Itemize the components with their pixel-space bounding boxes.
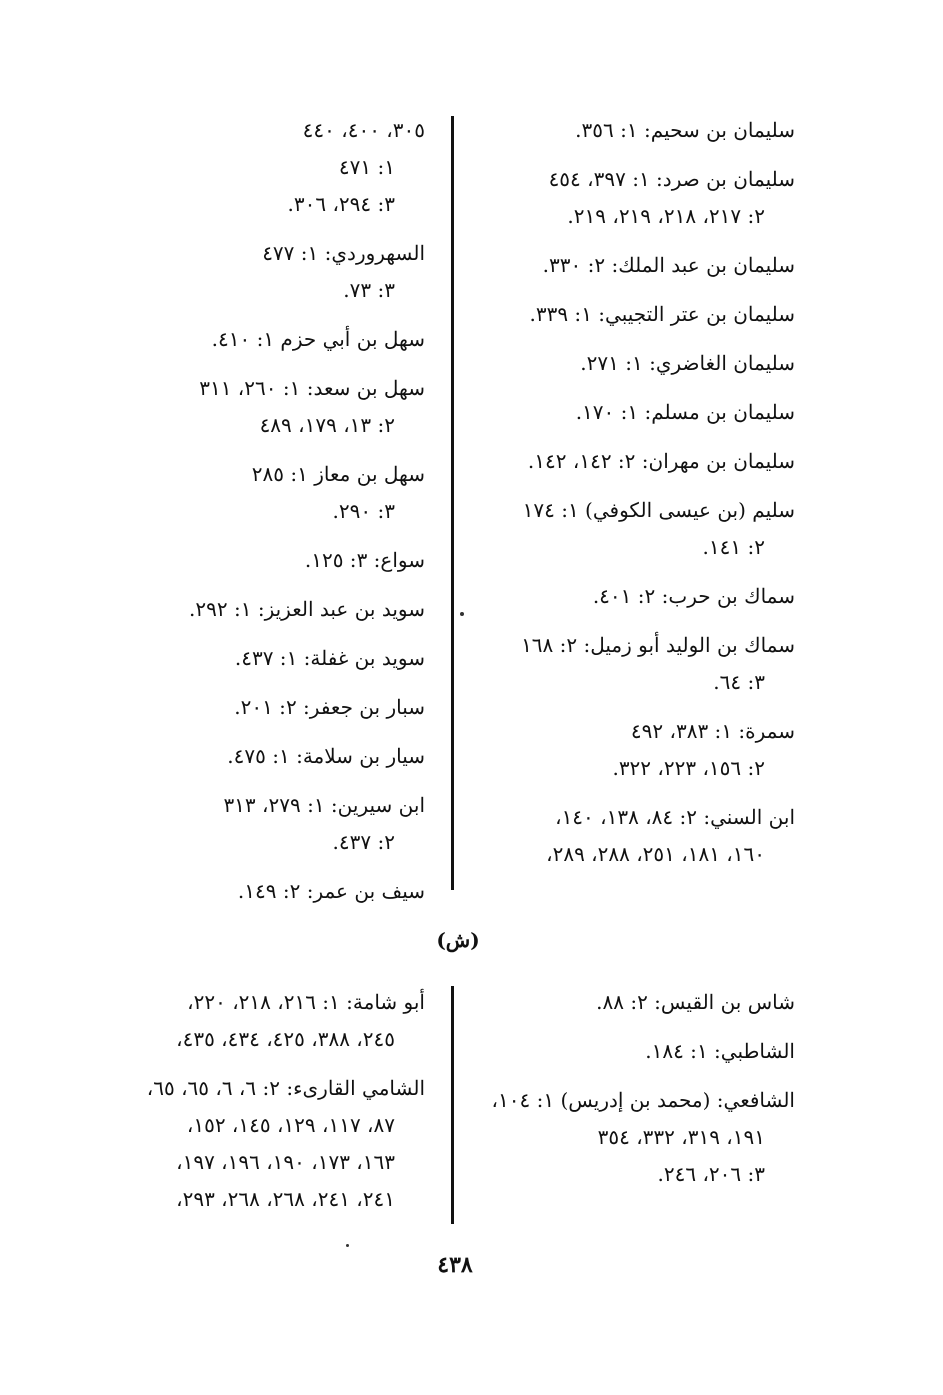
index-entry xyxy=(455,247,795,284)
index-entry xyxy=(80,321,425,358)
index-entry xyxy=(455,296,795,333)
index-entry xyxy=(80,984,425,1058)
entry-heading-line: سليمان بن مهران: ٢: ١٤٢، ١٤٢. xyxy=(527,449,795,473)
entry-continuation-line: ١٦٣، ١٧٣، ١٩٠، ١٩٦، ١٩٧، xyxy=(176,1150,395,1174)
index-entry xyxy=(80,689,425,726)
index-entry xyxy=(455,345,795,382)
index-entry xyxy=(455,443,795,480)
entry-continuation-line: ٢: ١٥٦، ٢٢٣، ٣٢٢. xyxy=(612,756,765,780)
entry-continuation-line: ٣: ٢٩٤، ٣٠٦. xyxy=(287,192,395,216)
index-entry xyxy=(455,578,795,615)
entry-heading-line: سماك بن الوليد أبو زميل: ٢: ١٦٨ xyxy=(521,633,795,657)
entry-heading-line: سويد بن عبد العزيز: ١: ٢٩٢. xyxy=(189,597,425,621)
column-divider-bottom xyxy=(451,986,454,1224)
index-entry xyxy=(455,492,795,566)
entry-heading-line: سليمان بن عبد الملك: ٢: ٣٣٠. xyxy=(542,253,795,277)
entry-heading-line: الشامي القارىء: ٢: ٦، ٦، ٦٥، ٦٥، xyxy=(146,1076,425,1100)
entry-continuation-line: ١٩١، ٣١٩، ٣٣٢، ٣٥٤ xyxy=(597,1125,765,1149)
entry-heading-line: سبار بن جعفر: ٢: ٢٠١. xyxy=(234,695,425,719)
entry-heading-line: سليمان بن عتر التجيبي: ١: ٣٣٩. xyxy=(529,302,795,326)
entry-continuation-line: ٣: ٢٩٠. xyxy=(332,499,395,523)
entry-continuation-line: ٣: ٦٤. xyxy=(713,670,765,694)
entry-heading-line: سليم (بن عيسى الكوفي) ١: ١٧٤ xyxy=(522,498,795,522)
index-entry xyxy=(455,161,795,235)
entry-continuation-line: ٢٤٥، ٣٨٨، ٤٢٥، ٤٣٤، ٤٣٥، xyxy=(176,1027,395,1051)
index-entry xyxy=(455,1033,795,1070)
entry-heading-line: سهل بن أبي حزم ١: ٤١٠. xyxy=(211,327,425,351)
index-entry xyxy=(455,799,795,873)
index-entry xyxy=(80,640,425,677)
entry-heading-line: سليمان الغاضري: ١: ٢٧١. xyxy=(580,351,795,375)
entry-heading-line: السهروردي: ١: ٤٧٧ xyxy=(262,241,425,265)
entry-heading-line: ابن السني: ٢: ٨٤، ١٣٨، ١٤٠، xyxy=(555,805,795,829)
index-entry xyxy=(80,787,425,861)
index-entry xyxy=(80,873,425,910)
entry-heading-line: الشافعي: (محمد بن إدريس) ١: ١٠٤، xyxy=(491,1088,795,1112)
entry-heading-line: سواع: ٣: ١٢٥. xyxy=(304,548,425,572)
entry-continuation-line: ٣: ٢٠٦، ٢٤٦. xyxy=(657,1162,765,1186)
entry-heading-line: سليمان بن صرد: ١: ٣٩٧، ٤٥٤ xyxy=(548,167,795,191)
entry-heading-line: سليمان بن مسلم: ١: ١٧٠. xyxy=(575,400,795,424)
page-number: ٤٣٨ xyxy=(437,1252,473,1278)
entry-continuation-line: ٢: ١٣، ١٧٩، ٤٨٩ xyxy=(259,413,395,437)
index-entry xyxy=(455,1082,795,1193)
entry-heading-line: الشاطبي: ١: ١٨٤. xyxy=(645,1039,795,1063)
right-column-top xyxy=(455,112,795,885)
entry-continuation-line: ٨٧، ١١٧، ١٢٩، ١٤٥، ١٥٢، xyxy=(186,1113,395,1137)
section-letter: (ش) xyxy=(436,928,480,952)
index-entry xyxy=(80,370,425,444)
entry-heading-line: أبو شامة: ١: ٢١٦، ٢١٨، ٢٢٠، xyxy=(187,990,425,1014)
entry-heading-line: سهل بن سعد: ١: ٢٦٠، ٣١١ xyxy=(199,376,425,400)
entry-heading-line: سليمان بن سحيم: ١: ٣٥٦. xyxy=(575,118,795,142)
index-entry xyxy=(455,713,795,787)
left-column-top xyxy=(80,112,425,922)
speck xyxy=(460,612,464,616)
speck xyxy=(346,1244,349,1247)
index-entry xyxy=(80,456,425,530)
entry-heading-line: ابن سيرين: ١: ٢٧٩، ٣١٣ xyxy=(223,793,425,817)
entry-continuation-line: ٢٤١، ٢٤١، ٢٦٨، ٢٦٨، ٢٩٣، xyxy=(176,1187,395,1211)
entry-continuation-line: ٢: ٢١٧، ٢١٨، ٢١٩، ٢١٩. xyxy=(567,204,765,228)
index-entry xyxy=(80,1070,425,1218)
entry-continuation-line: ٣: ٧٣. xyxy=(343,278,395,302)
entry-heading-line: سهل بن معاز ١: ٢٨٥ xyxy=(251,462,425,486)
index-entry xyxy=(80,112,425,223)
right-column-bottom xyxy=(455,984,795,1205)
entry-heading-line: سويد بن غفلة: ١: ٤٣٧. xyxy=(234,646,425,670)
index-entry xyxy=(80,235,425,309)
entry-heading-line: سيف بن عمر: ٢: ١٤٩. xyxy=(237,879,425,903)
index-entry xyxy=(455,627,795,701)
column-divider-top xyxy=(451,116,454,890)
index-entry xyxy=(80,591,425,628)
index-entry xyxy=(455,112,795,149)
index-entry xyxy=(455,394,795,431)
entry-continuation-line: ١٦٠، ١٨١، ٢٥١، ٢٨٨، ٢٨٩، xyxy=(546,842,765,866)
entry-continuation-line: ٢: ٤٣٧. xyxy=(332,830,395,854)
entry-heading-line: سيار بن سلامة: ١: ٤٧٥. xyxy=(227,744,425,768)
index-entry xyxy=(80,738,425,775)
index-entry xyxy=(455,984,795,1021)
entry-heading-line: ٣٠٥، ٤٠٠، ٤٤٠ xyxy=(302,118,425,142)
entry-heading-line: سماك بن حرب: ٢: ٤٠١. xyxy=(592,584,795,608)
entry-heading-line: شاس بن القيس: ٢: ٨٨. xyxy=(596,990,795,1014)
entry-continuation-line: ١: ٤٧١ xyxy=(338,155,395,179)
left-column-bottom xyxy=(80,984,425,1230)
index-entry xyxy=(80,542,425,579)
entry-heading-line: سمرة: ١: ٣٨٣، ٤٩٢ xyxy=(630,719,795,743)
entry-continuation-line: ٢: ١٤١. xyxy=(702,535,765,559)
